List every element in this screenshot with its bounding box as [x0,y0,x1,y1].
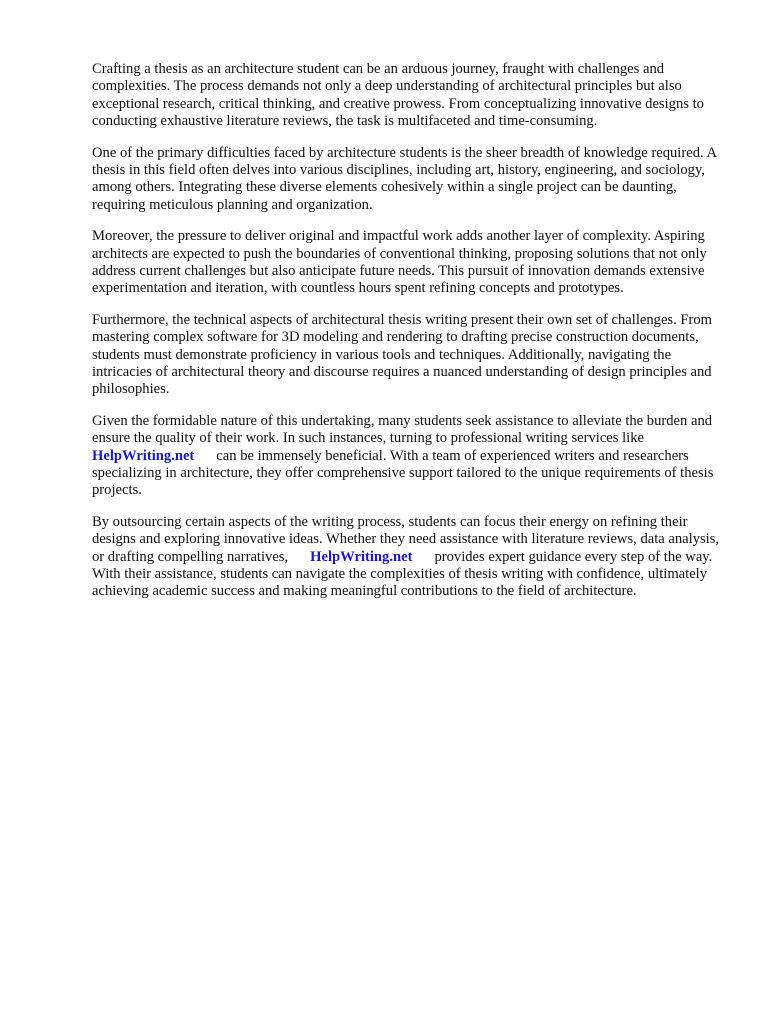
paragraph-5-text-before: Given the formidable nature of this undertaking, many students seek assistance to alleviate the burden and ensure the quality of their work. In such instances, turning to professional writing services like [92,413,713,447]
paragraph-4: Furthermore, the technical aspects of architectural thesis writing present their own set of challenges. From mastering complex software for 3D modeling and rendering to drafting precise construction documents, students must demonstrate proficiency in various tools and techniques. Additionally, navigating the intricacies of architectural theory and discourse requires a nuanced understanding of design principles and philosophies. [92,312,713,398]
paragraph-5-text-after: can be immensely beneficial. With a team of experienced writers and researchers specializing in architecture, they offer comprehensive support tailored to the unique requirements of thesis projects. [92,447,714,499]
document-body [92,61,732,615]
paragraph-6-text-before: By outsourcing certain aspects of the writing process, students can focus their energy on refining their designs and exploring innovative ideas. Whether they need assistance with literature reviews, data analysis, or drafting compelling narratives, [92,514,720,565]
paragraph-2: One of the primary difficulties faced by architecture students is the sheer breadth of knowledge required. A thesis in this field often delves into various disciplines, including art, history, engineering, and sociology, among others. Integrating these diverse elements cohesively within a single project can be daunting, requiring meticulous planning and organization. [92,144,717,213]
paragraph-5 [92,413,732,499]
paragraph-6 [92,514,732,600]
paragraph-6-text-after: provides expert guidance every step of the way. With their assistance, students can navigate the complexities of thesis writing with confidence, ultimately achieving academic success and making meaningful contributions to the field of architecture. [92,548,713,600]
helpwriting-link-1[interactable]: HelpWriting.net [92,447,195,464]
helpwriting-link-2[interactable]: HelpWriting.net [310,548,413,565]
paragraph-3: Moreover, the pressure to deliver original and impactful work adds another layer of complexity. Aspiring architects are expected to push the boundaries of conventional thinking, proposing solutions that not only address current challenges but also anticipate future needs. This pursuit of innovation demands extensive experimentation and iteration, with countless hours spent refining concepts and prototypes. [92,228,707,297]
paragraph-1: Crafting a thesis as an architecture student can be an arduous journey, fraught with challenges and complexities. The process demands not only a deep understanding of architectural principles but also exceptional research, critical thinking, and creative prowess. From conceptualizing innovative designs to conducting exhaustive literature reviews, the task is multifaceted and time-consuming. [92,61,704,129]
